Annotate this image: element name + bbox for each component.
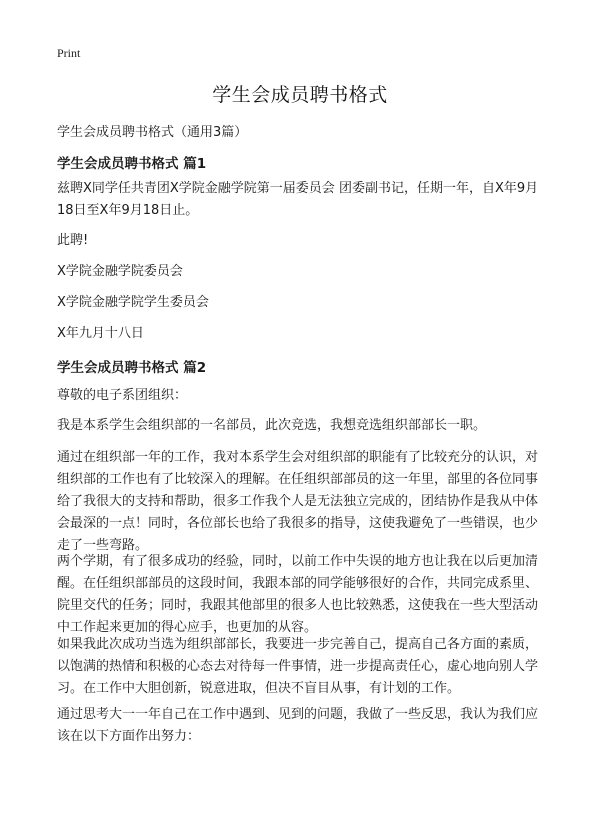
- paragraph-date: X年九月十八日: [57, 326, 144, 341]
- section-heading-1: 学生会成员聘书格式 篇1: [57, 156, 207, 172]
- paragraph-salutation: 尊敬的电子系团组织：: [57, 388, 188, 403]
- paragraph-student-committee: X学院金融学院学生委员会: [57, 295, 209, 310]
- print-label: Print: [57, 46, 81, 60]
- paragraph-intro: 我是本系学生会组织部的一名部员，此次竞选，我想竞选组织部部长一职。: [57, 418, 487, 433]
- paragraph-committee: X学院金融学院委员会: [57, 264, 183, 279]
- document-subtitle: 学生会成员聘书格式（通用3篇）: [57, 125, 248, 140]
- section-heading-2: 学生会成员聘书格式 篇2: [57, 360, 207, 376]
- paragraph-semesters: 两个学期，有了很多成功的经验，同时，以前工作中失误的地方也让我在以后更加清醒。在任组织部部员的这段时间，我跟本部的同学能够很好的合作，共同完成系里、院里交代的任务；同时，我跟其他部里的很多人也比较熟悉，这使我在一些大型活动中工作起来更加的得心应手，也更加的从容。: [57, 554, 539, 635]
- page-title: 学生会成员聘书格式: [212, 84, 388, 106]
- paragraph-hereby: 此聘!: [57, 233, 89, 248]
- paragraph-experience: 通过在组织部一年的工作，我对本系学生会对组织部的职能有了比较充分的认识，对组织部的工作也有了比较深入的理解。在任组织部部员的这一年里，部里的各位同事给了我很大的支持和帮助，很多工作我个人是无法独立完成的，团结协作是我从中体会最深的一点！同时，各位部长也给了我很多的指导，这使我避免了一些错误，也少走了一些弯路。: [57, 450, 539, 553]
- paragraph-reflection: 通过思考大一一年自己在工作中遇到、见到的问题，我做了一些反思，我认为我们应该在以下方面作出努力：: [57, 707, 539, 744]
- paragraph-plans: 如果我此次成功当选为组织部部长，我要进一步完善自己，提高自己各方面的素质，以饱满的热情和积极的心态去对待每一件事情，进一步提高责任心，虚心地向别人学习。在工作中大胆创新，锐意进取，但决不盲目从事，有计划的工作。: [57, 637, 539, 696]
- paragraph-appointment: 兹聘X同学任共青团X学院金融学院第一届委员会 团委副书记，任期一年，自X年9月18日至X年9月18日止。: [57, 181, 539, 218]
